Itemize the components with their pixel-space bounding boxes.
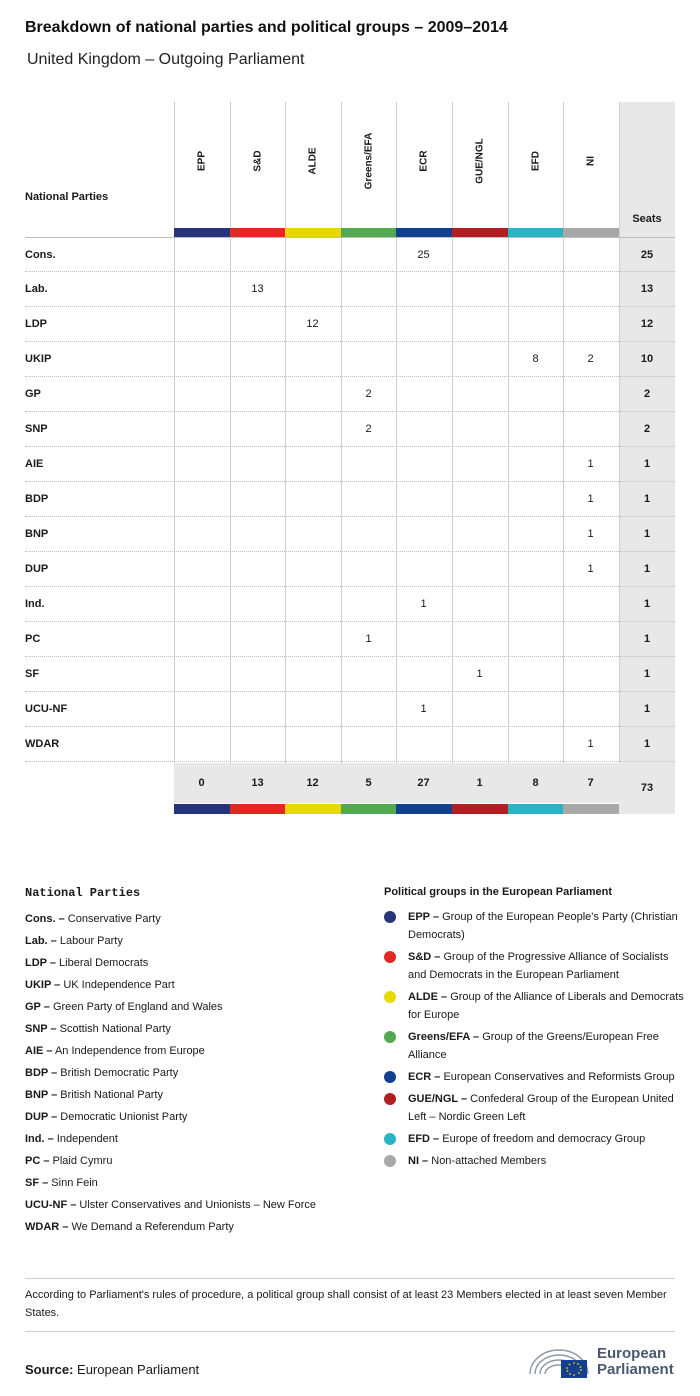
national-party-legend-item xyxy=(25,930,365,952)
group-header xyxy=(341,102,396,230)
table-row xyxy=(25,727,675,762)
group-full-name: Group of the Alliance of Liberals and Democrats for Europe xyxy=(408,991,684,1021)
group-full-name: Confederal Group of the European United Left – Nordic Green Left xyxy=(408,1093,674,1123)
group-abbreviation: ECR – xyxy=(408,1071,441,1083)
group-header-label: ALDE xyxy=(307,147,318,175)
seat-cell: 2 xyxy=(365,388,372,400)
table-row xyxy=(25,307,675,342)
seat-cell: 13 xyxy=(251,283,264,295)
table-row xyxy=(25,272,675,307)
group-color-bar xyxy=(563,228,619,237)
group-header-label: NI xyxy=(585,156,596,166)
party-full-name: Sinn Fein xyxy=(51,1177,98,1189)
row-seats-total: 1 xyxy=(643,493,651,505)
row-seats-total: 1 xyxy=(643,738,651,750)
row-seats-total: 1 xyxy=(643,668,651,680)
group-header-label: EFD xyxy=(530,151,541,171)
seat-cell: 1 xyxy=(587,493,594,505)
group-color-bar xyxy=(452,228,508,237)
group-total: 7 xyxy=(587,777,594,789)
party-abbreviation: AIE – xyxy=(25,1045,53,1057)
source-label: Source: xyxy=(25,1362,74,1377)
national-party-legend-item xyxy=(25,1172,365,1194)
table-row xyxy=(25,342,675,377)
table-row xyxy=(25,482,675,517)
group-color-bar xyxy=(174,228,230,237)
party-abbreviation: BDP – xyxy=(25,1067,58,1079)
national-parties-header: National Parties xyxy=(25,191,109,203)
group-total: 12 xyxy=(306,777,319,789)
party-name: PC xyxy=(25,633,41,645)
group-header xyxy=(285,102,340,230)
group-color-dot-icon xyxy=(384,1071,396,1083)
seat-cell: 25 xyxy=(417,249,430,261)
national-parties-legend-title: National Parties xyxy=(25,886,141,900)
party-abbreviation: SNP – xyxy=(25,1023,57,1035)
group-color-dot-icon xyxy=(384,951,396,963)
group-color-bar xyxy=(174,804,230,814)
group-color-dot-icon xyxy=(384,1031,396,1043)
group-header-label: S&D xyxy=(252,150,263,172)
group-abbreviation: GUE/NGL – xyxy=(408,1093,468,1105)
seat-cell: 1 xyxy=(587,528,594,540)
national-party-legend-item xyxy=(25,1194,365,1216)
group-color-bar xyxy=(230,228,286,237)
group-color-dot-icon xyxy=(384,991,396,1003)
party-full-name: Labour Party xyxy=(59,935,123,947)
party-abbreviation: BNP – xyxy=(25,1089,58,1101)
group-header xyxy=(508,102,563,230)
party-full-name: Conservative Party xyxy=(67,913,161,925)
political-group-legend-item xyxy=(384,908,684,944)
party-name: UCU-NF xyxy=(25,703,68,715)
european-parliament-logo xyxy=(527,1342,677,1382)
party-name: SF xyxy=(25,668,40,680)
row-seats-total: 1 xyxy=(643,633,651,645)
group-header-label: Greens/EFA xyxy=(363,132,374,190)
political-group-legend-item xyxy=(384,988,684,1024)
table-row xyxy=(25,517,675,552)
party-name: UKIP xyxy=(25,353,52,365)
table-row xyxy=(25,587,675,622)
page-title: Breakdown of national parties and political groups – 2009–2014 xyxy=(25,19,508,36)
group-full-name: Group of the Progressive Alliance of Socialists and Democrats in the European Parliament xyxy=(408,951,669,981)
group-color-bar xyxy=(230,804,286,814)
group-full-name: Europe of freedom and democracy Group xyxy=(442,1133,646,1145)
row-seats-total: 1 xyxy=(643,598,651,610)
row-seats-total: 12 xyxy=(640,318,654,330)
group-abbreviation: EFD – xyxy=(408,1133,440,1145)
source-line xyxy=(25,1362,199,1377)
row-seats-total: 1 xyxy=(643,703,651,715)
row-seats-total: 25 xyxy=(640,249,654,261)
group-color-bar xyxy=(508,228,564,237)
table-row xyxy=(25,622,675,657)
group-header-label: EPP xyxy=(196,150,207,172)
row-seats-total: 1 xyxy=(643,458,651,470)
national-party-legend-item xyxy=(25,1106,365,1128)
seat-cell: 2 xyxy=(365,423,372,435)
party-name: Lab. xyxy=(25,283,48,295)
row-seats-total: 13 xyxy=(640,283,654,295)
group-abbreviation: Greens/EFA – xyxy=(408,1031,480,1043)
group-header xyxy=(452,102,507,230)
party-full-name: British Democratic Party xyxy=(60,1067,179,1079)
party-full-name: Independent xyxy=(56,1133,118,1145)
group-abbreviation: ALDE – xyxy=(408,991,448,1003)
national-parties-legend xyxy=(25,886,365,1238)
party-name: SNP xyxy=(25,423,48,435)
party-full-name: British National Party xyxy=(60,1089,163,1101)
group-color-bar xyxy=(285,228,341,237)
divider xyxy=(25,1278,675,1279)
national-party-legend-item xyxy=(25,974,365,996)
group-color-bar xyxy=(341,804,397,814)
group-header xyxy=(563,102,618,230)
seat-cell: 1 xyxy=(587,738,594,750)
party-abbreviation: Lab. – xyxy=(25,935,57,947)
row-seats-total: 1 xyxy=(643,563,651,575)
seat-cell: 1 xyxy=(587,458,594,470)
group-full-name: European Conservatives and Reformists Group xyxy=(443,1071,675,1083)
group-color-bar xyxy=(285,804,341,814)
group-total: 13 xyxy=(251,777,264,789)
party-abbreviation: PC – xyxy=(25,1155,50,1167)
party-full-name: An Independence from Europe xyxy=(54,1045,205,1057)
seat-cell: 12 xyxy=(306,318,319,330)
group-color-bar xyxy=(396,804,452,814)
group-abbreviation: S&D – xyxy=(408,951,441,963)
party-full-name: Democratic Unionist Party xyxy=(60,1111,188,1123)
hemicycle-icon xyxy=(527,1342,591,1380)
party-abbreviation: GP – xyxy=(25,1001,50,1013)
national-party-legend-item xyxy=(25,1040,365,1062)
group-full-name: Non-attached Members xyxy=(431,1155,547,1167)
table-row xyxy=(25,692,675,727)
table-row xyxy=(25,237,675,272)
party-abbreviation: WDAR – xyxy=(25,1221,69,1233)
group-abbreviation: NI – xyxy=(408,1155,429,1167)
group-total: 5 xyxy=(365,777,372,789)
party-full-name: Scottish National Party xyxy=(59,1023,171,1035)
party-name: BNP xyxy=(25,528,49,540)
party-full-name: Green Party of England and Wales xyxy=(52,1001,223,1013)
national-party-legend-item xyxy=(25,908,365,930)
source-value: European Parliament xyxy=(77,1362,200,1377)
party-name: DUP xyxy=(25,563,49,575)
rules-note: According to Parliament's rules of procedure, a political group shall consist of at least 23 Members elected in at least seven Member States. xyxy=(25,1289,667,1319)
table-row xyxy=(25,377,675,412)
group-color-bar xyxy=(396,228,452,237)
seat-cell: 2 xyxy=(587,353,594,365)
party-full-name: We Demand a Referendum Party xyxy=(71,1221,234,1233)
political-group-legend-item xyxy=(384,948,684,984)
row-seats-total: 2 xyxy=(643,423,651,435)
party-name: GP xyxy=(25,388,41,400)
group-total: 27 xyxy=(417,777,430,789)
party-abbreviation: LDP – xyxy=(25,957,56,969)
political-group-legend-item xyxy=(384,1028,684,1064)
party-name: BDP xyxy=(25,493,49,505)
political-group-legend-item xyxy=(384,1130,684,1148)
political-groups-legend xyxy=(384,886,684,1174)
row-seats-total: 10 xyxy=(640,353,654,365)
political-group-legend-item xyxy=(384,1090,684,1126)
party-name: AIE xyxy=(25,458,44,470)
party-full-name: Plaid Cymru xyxy=(52,1155,113,1167)
party-name: Ind. xyxy=(25,598,45,610)
seats-header: Seats xyxy=(632,213,662,225)
breakdown-table xyxy=(25,102,675,814)
seat-cell: 1 xyxy=(587,563,594,575)
national-party-legend-item xyxy=(25,1150,365,1172)
party-abbreviation: DUP – xyxy=(25,1111,58,1123)
group-color-bar xyxy=(563,804,619,814)
seat-cell: 1 xyxy=(476,668,483,680)
page-subtitle: United Kingdom – Outgoing Parliament xyxy=(27,51,305,68)
national-party-legend-item xyxy=(25,996,365,1018)
group-header-label: GUE/NGL xyxy=(474,138,485,184)
party-abbreviation: SF – xyxy=(25,1177,49,1189)
party-abbreviation: Ind. – xyxy=(25,1133,54,1145)
logo-text: European Parliament xyxy=(597,1345,674,1378)
national-party-legend-item xyxy=(25,1062,365,1084)
group-header xyxy=(396,102,451,230)
party-abbreviation: UKIP – xyxy=(25,979,61,991)
group-color-bar xyxy=(508,804,564,814)
group-full-name: Group of the European People's Party (Christian Democrats) xyxy=(408,911,678,941)
table-row xyxy=(25,657,675,692)
group-color-dot-icon xyxy=(384,1133,396,1145)
group-color-dot-icon xyxy=(384,1093,396,1105)
national-party-legend-item xyxy=(25,1084,365,1106)
political-groups-legend-title: Political groups in the European Parliament xyxy=(384,886,612,898)
table-row xyxy=(25,552,675,587)
party-full-name: UK Independence Part xyxy=(63,979,175,991)
political-group-legend-item xyxy=(384,1152,684,1170)
political-group-legend-item xyxy=(384,1068,684,1086)
national-party-legend-item xyxy=(25,952,365,974)
group-total: 1 xyxy=(476,777,483,789)
divider xyxy=(25,1331,675,1332)
group-color-dot-icon xyxy=(384,911,396,923)
group-total: 0 xyxy=(198,777,205,789)
group-total: 8 xyxy=(532,777,539,789)
group-color-dot-icon xyxy=(384,1155,396,1167)
seat-cell: 1 xyxy=(365,633,372,645)
row-seats-total: 2 xyxy=(643,388,651,400)
party-abbreviation: Cons. – xyxy=(25,913,65,925)
group-header xyxy=(230,102,285,230)
table-row xyxy=(25,447,675,482)
grand-total-seats: 73 xyxy=(619,763,675,814)
party-full-name: Liberal Democrats xyxy=(59,957,149,969)
party-name: Cons. xyxy=(25,249,56,261)
group-full-name: Group of the Greens/European Free Alliance xyxy=(408,1031,659,1061)
national-party-legend-item xyxy=(25,1018,365,1040)
table-row xyxy=(25,412,675,447)
party-name: WDAR xyxy=(25,738,60,750)
party-full-name: Ulster Conservatives and Unionists – New Force xyxy=(79,1199,316,1211)
group-header-label: ECR xyxy=(418,150,429,172)
party-name: LDP xyxy=(25,318,47,330)
party-abbreviation: UCU-NF – xyxy=(25,1199,77,1211)
group-header xyxy=(174,102,229,230)
seat-cell: 1 xyxy=(420,598,427,610)
totals-row xyxy=(174,763,675,814)
seat-cell: 8 xyxy=(532,353,539,365)
national-party-legend-item xyxy=(25,1128,365,1150)
group-color-bar xyxy=(452,804,508,814)
group-color-bar xyxy=(341,228,397,237)
group-abbreviation: EPP – xyxy=(408,911,439,923)
national-party-legend-item xyxy=(25,1216,365,1238)
row-seats-total: 1 xyxy=(643,528,651,540)
seat-cell: 1 xyxy=(420,703,427,715)
